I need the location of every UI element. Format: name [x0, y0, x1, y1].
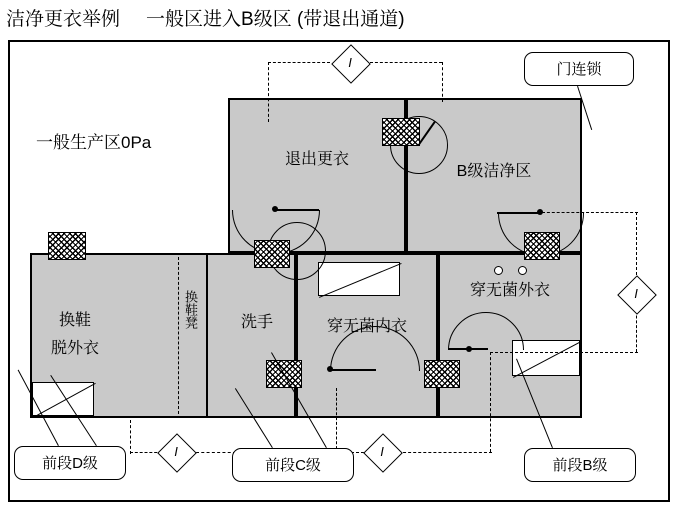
- page-title-sub: 一般区进入B级区 (带退出通道): [146, 9, 405, 30]
- path-dashed-right-of-top: [442, 62, 443, 102]
- vent-icon-outer-sterile: [424, 360, 460, 388]
- door-hinge-inner-sterile: [327, 366, 333, 372]
- path-dashed-top-right: [370, 62, 442, 63]
- door-hinge-exit-gowning: [272, 206, 278, 212]
- path-dashed-bottom-right: [398, 452, 492, 453]
- door-leaf-inner-sterile: [330, 369, 376, 371]
- pass-box-wash: [318, 262, 400, 296]
- vent-icon-d-zone-mid: [254, 240, 290, 268]
- interlock-diamond-top-label: I: [348, 55, 352, 70]
- partition-wash-hands-left: [206, 255, 208, 416]
- path-dashed-d-zone-down: [130, 420, 131, 454]
- room-change-shoes-label-2: 脱外衣: [50, 340, 99, 357]
- callout-front-b-label: 前段B级: [552, 457, 608, 474]
- door-leaf-b-clean-zone: [497, 212, 541, 214]
- room-outer-sterile-wear-label: 穿无菌外衣: [469, 282, 550, 299]
- interlock-diamond-bottom-mid-label: I: [380, 444, 384, 459]
- room-change-shoes-label-1: 换鞋: [58, 312, 91, 329]
- path-dashed-far-right-vertical-upper: [636, 212, 637, 280]
- door-hinge-outer-sterile: [466, 346, 472, 352]
- room-inner-sterile-wear-label: 穿无菌内衣: [326, 318, 407, 335]
- path-dashed-bottom-left: [196, 452, 236, 453]
- door-leaf-exit-gowning: [275, 209, 319, 211]
- room-b-clean-zone-label: B级洁净区: [456, 163, 532, 180]
- callout-front-b: [524, 448, 636, 482]
- path-dashed-outer-sterile-down: [490, 352, 491, 452]
- fixture-circle-1: [494, 266, 503, 275]
- path-dashed-top-left: [268, 62, 330, 63]
- fixture-circle-2: [518, 266, 527, 275]
- callout-front-c-label: 前段C级: [265, 457, 321, 474]
- interlock-diamond-right-label: I: [634, 286, 638, 301]
- vent-icon-b-zone-right: [524, 232, 560, 260]
- page-title: [6, 4, 405, 31]
- path-dashed-right-top: [542, 212, 638, 213]
- page-title-main: 洁净更衣举例: [6, 9, 121, 30]
- callout-front-d: [14, 446, 126, 480]
- path-dashed-inner-sterile-down: [336, 388, 337, 454]
- vent-icon-d-zone-left: [48, 232, 86, 260]
- callout-door-interlock: [524, 52, 634, 86]
- callout-door-interlock-label: 门连锁: [556, 61, 602, 78]
- room-exit-gowning-label: 退出更衣: [284, 151, 349, 168]
- path-dashed-left-vertical: [268, 62, 269, 122]
- callout-front-c: [232, 448, 354, 482]
- room-wash-hands-label: 洗手: [240, 314, 273, 331]
- interlock-diamond-bottom-left-label: I: [174, 444, 178, 459]
- label-general-production-area: 一般生产区0Pa: [36, 133, 152, 152]
- path-dashed-right-bottom: [490, 352, 638, 353]
- room-shoe-bench-label: 换鞋凳: [183, 290, 198, 329]
- vent-icon-exit-gowning-top: [382, 118, 420, 146]
- callout-front-d-label: 前段D级: [42, 455, 98, 472]
- partition-shoe-bench-left: [178, 257, 179, 414]
